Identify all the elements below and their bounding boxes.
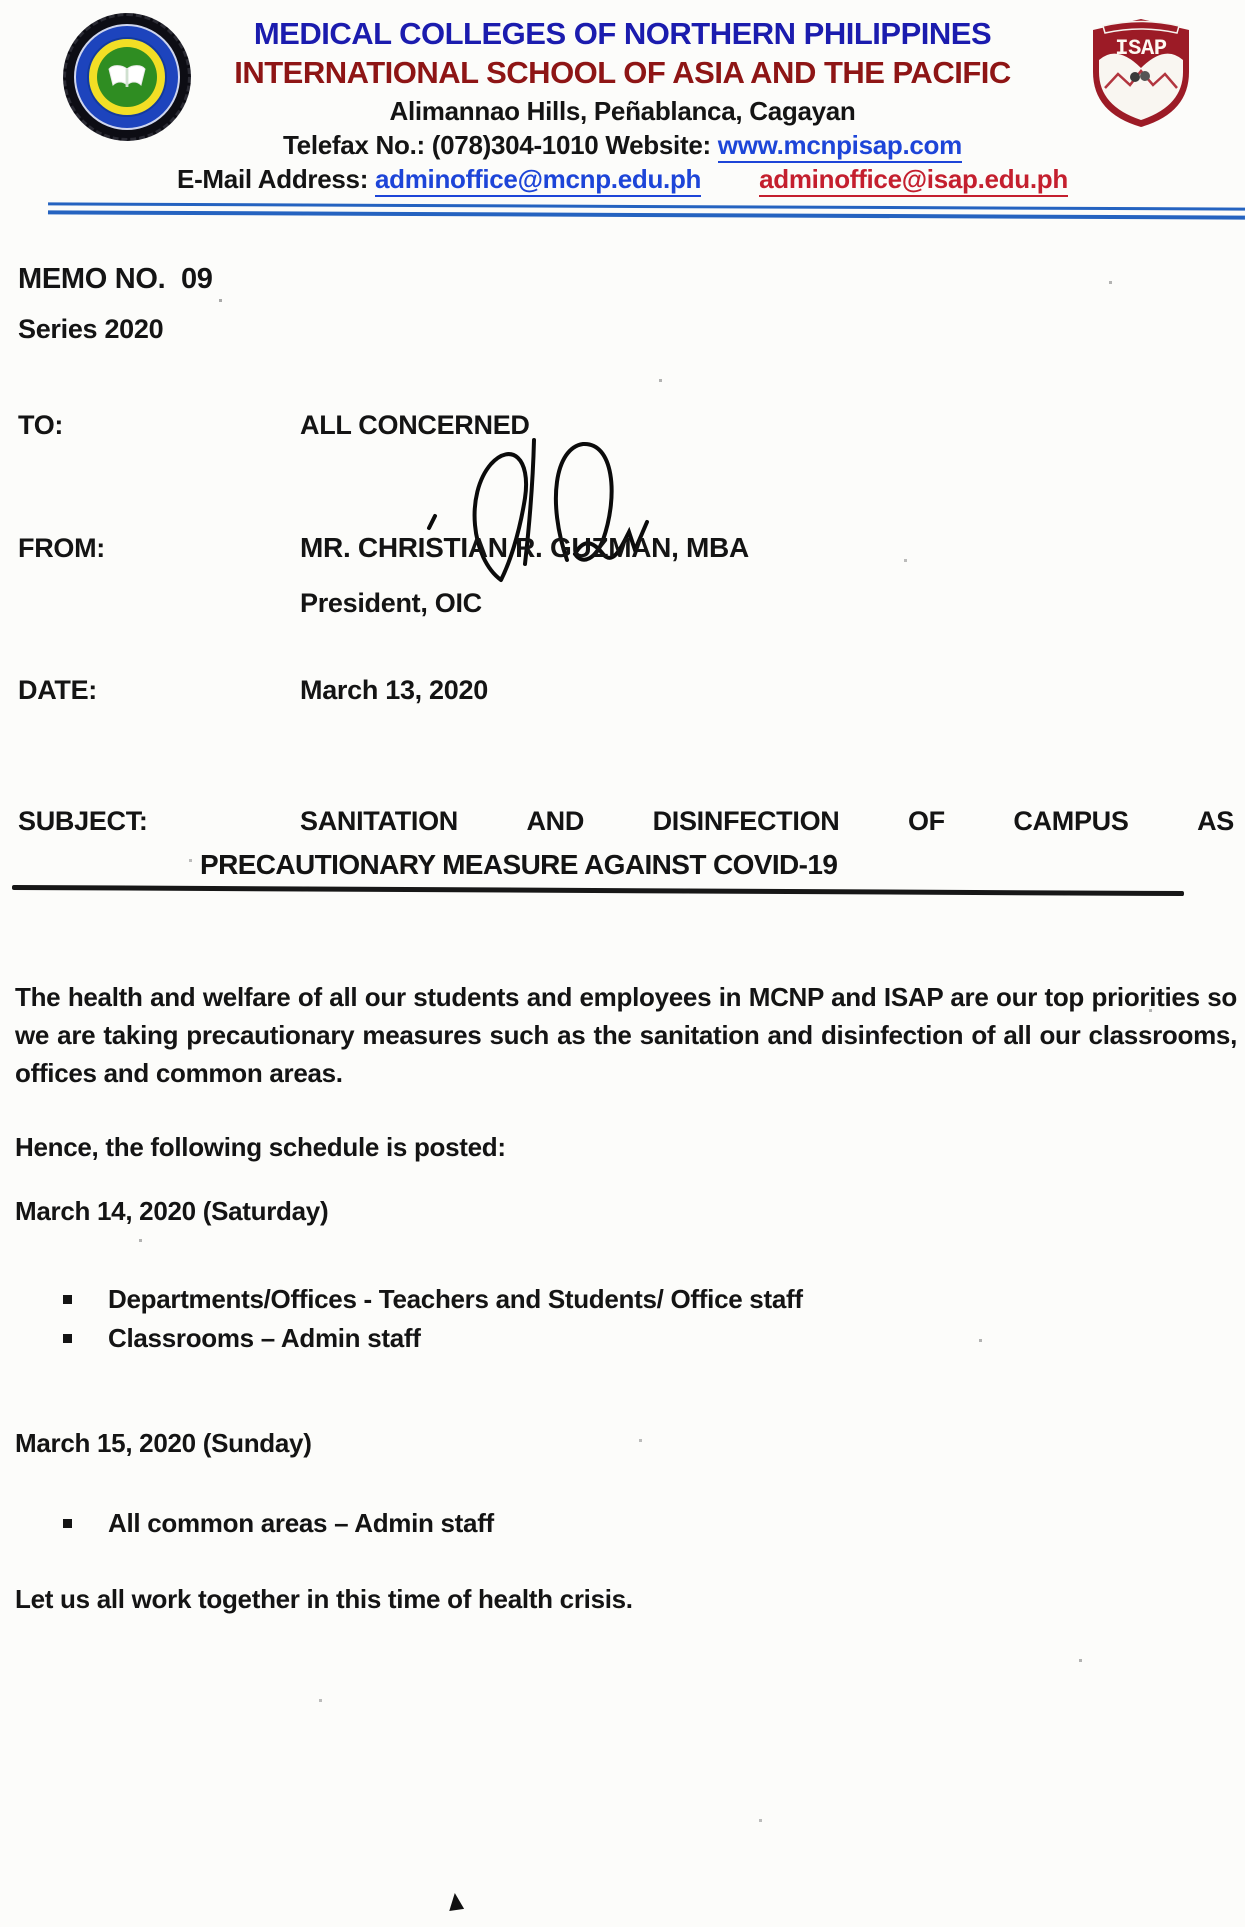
to-value: ALL CONCERNED bbox=[300, 410, 530, 440]
subject-divider-rule bbox=[12, 885, 1184, 896]
subject-word: AS bbox=[1197, 806, 1234, 836]
email-isap-link: adminoffice@isap.edu.ph bbox=[759, 164, 1068, 197]
telefax-label: Telefax No.: (078)304-1010 Website: bbox=[283, 130, 718, 160]
telefax-line bbox=[0, 130, 1245, 161]
schedule-item bbox=[63, 1323, 421, 1354]
subject-word: SANITATION bbox=[300, 806, 458, 836]
from-title: President, OIC bbox=[300, 588, 482, 618]
body-paragraph-1: The health and welfare of all our students and employees in MCNP and ISAP are our top priorities so we are taking precautionary measures such as the sanitation and disinfection of all our classrooms, offices and common areas. bbox=[15, 982, 1237, 1088]
org-name-line1: MEDICAL COLLEGES OF NORTHERN PHILIPPINES bbox=[253, 16, 992, 51]
schedule-item-text: All common areas – Admin staff bbox=[108, 1508, 494, 1538]
scan-artifact-triangle bbox=[447, 1892, 464, 1911]
website-link: www.mcnpisap.com bbox=[718, 130, 962, 163]
subject-word: OF bbox=[907, 806, 945, 836]
org-address: Alimannao Hills, Peñablanca, Cagayan bbox=[389, 96, 856, 126]
body-paragraph-2: Hence, the following schedule is posted: bbox=[15, 1132, 506, 1162]
closing-line: Let us all work together in this time of health crisis. bbox=[15, 1584, 633, 1614]
subject-line1 bbox=[300, 806, 1234, 837]
subject-word: CAMPUS bbox=[1013, 806, 1129, 836]
square-bullet-icon bbox=[63, 1334, 72, 1343]
memo-number: MEMO NO. 09 bbox=[18, 263, 213, 295]
svg-text:ISAP: ISAP bbox=[1115, 36, 1167, 61]
from-name: MR. CHRISTIAN R. GUZMAN, MBA bbox=[300, 532, 749, 563]
schedule-date-march-14: March 14, 2020 (Saturday) bbox=[15, 1196, 329, 1226]
schedule-item bbox=[63, 1508, 494, 1539]
memo-series: Series 2020 bbox=[18, 314, 164, 344]
square-bullet-icon bbox=[63, 1295, 72, 1304]
subject-line2: PRECAUTIONARY MEASURE AGAINST COVID-19 bbox=[200, 849, 838, 880]
schedule-date-march-15: March 15, 2020 (Sunday) bbox=[15, 1428, 312, 1458]
email-mcnp-link: adminoffice@mcnp.edu.ph bbox=[375, 164, 701, 197]
from-label: FROM: bbox=[18, 533, 105, 563]
square-bullet-icon bbox=[63, 1519, 72, 1528]
subject-word: DISINFECTION bbox=[652, 806, 840, 836]
date-label: DATE: bbox=[18, 675, 97, 705]
schedule-item-text: Classrooms – Admin staff bbox=[108, 1323, 421, 1353]
email-line bbox=[0, 164, 1245, 195]
subject-label: SUBJECT: bbox=[18, 806, 148, 836]
scan-noise-speckles bbox=[0, 0, 1, 1]
date-value: March 13, 2020 bbox=[300, 675, 488, 705]
email-label: E-Mail Address: bbox=[177, 164, 375, 194]
subject-word: AND bbox=[526, 806, 585, 836]
header-divider-double-rule bbox=[48, 202, 1245, 219]
signature bbox=[415, 432, 677, 590]
org-name-line2: INTERNATIONAL SCHOOL OF ASIA AND THE PACIFIC bbox=[234, 55, 1011, 90]
schedule-item bbox=[63, 1284, 803, 1315]
letterhead bbox=[0, 16, 1245, 195]
schedule-item-text: Departments/Offices - Teachers and Students/ Office staff bbox=[108, 1284, 803, 1314]
to-label: TO: bbox=[18, 410, 64, 440]
